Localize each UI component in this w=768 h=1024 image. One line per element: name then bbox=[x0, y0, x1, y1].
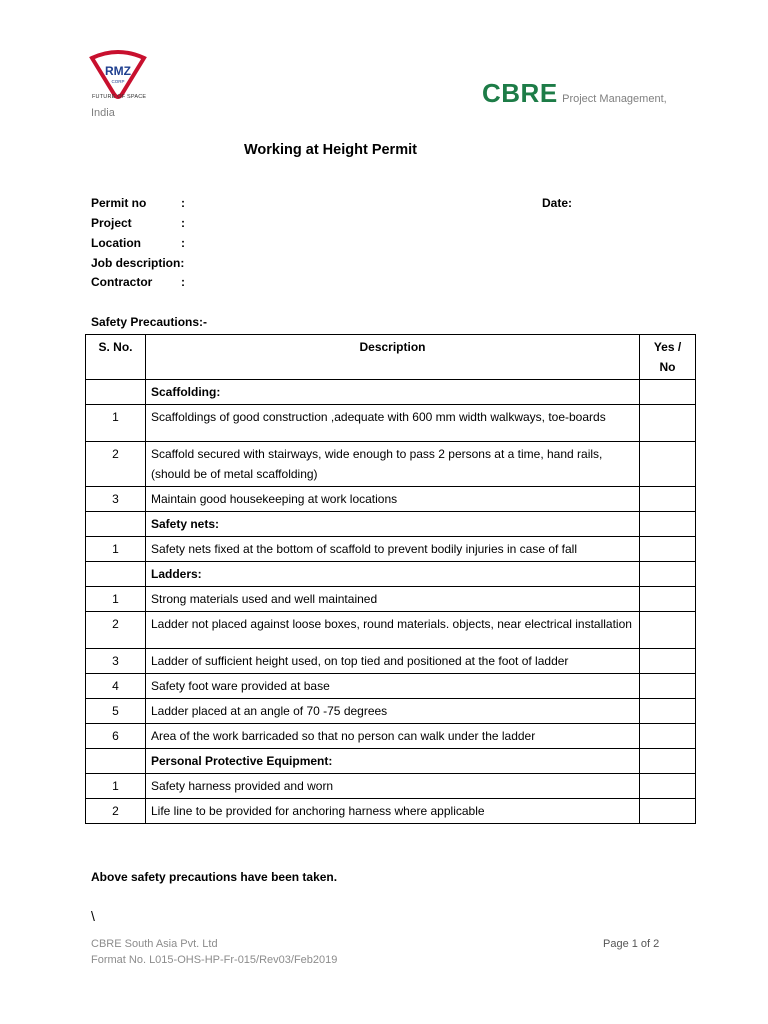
yes-no-cell[interactable] bbox=[640, 537, 696, 562]
table-row bbox=[86, 562, 696, 587]
yes-no-cell[interactable] bbox=[640, 405, 696, 442]
table-row bbox=[86, 405, 696, 442]
yes-no-cell[interactable] bbox=[640, 442, 696, 487]
rmz-tagline: FUTURE OF SPACE bbox=[92, 94, 147, 100]
contractor-label: Contractor bbox=[91, 275, 153, 289]
sno-cell bbox=[86, 512, 146, 537]
cbre-subtitle-line2: India bbox=[91, 107, 115, 119]
precautions-note: Above safety precautions have been taken. bbox=[91, 870, 338, 884]
table-row bbox=[86, 512, 696, 537]
rmz-logo-text: RMZ bbox=[105, 64, 131, 78]
safety-precautions-table bbox=[85, 334, 696, 824]
sno-cell: 2 bbox=[86, 442, 146, 487]
sno-cell: 5 bbox=[86, 699, 146, 724]
table-row bbox=[86, 699, 696, 724]
yes-no-cell[interactable] bbox=[640, 674, 696, 699]
table-row bbox=[86, 537, 696, 562]
table-row bbox=[86, 749, 696, 774]
table-row bbox=[86, 442, 696, 487]
sno-cell: 2 bbox=[86, 612, 146, 649]
description-cell: Life line to be provided for anchoring harness where applicable bbox=[146, 799, 640, 824]
stray-backslash: \ bbox=[91, 908, 95, 924]
location-label: Location bbox=[91, 236, 141, 250]
project-label: Project bbox=[91, 216, 132, 230]
yes-no-cell[interactable] bbox=[640, 774, 696, 799]
sno-cell bbox=[86, 380, 146, 405]
yes-no-header-line2: No bbox=[659, 360, 676, 374]
table-row bbox=[86, 724, 696, 749]
yes-no-header-line1: Yes / bbox=[653, 340, 682, 354]
description-cell: Safety foot ware provided at base bbox=[146, 674, 640, 699]
job-description-label: Job description: bbox=[91, 256, 185, 270]
cbre-subtitle: Project Management, bbox=[562, 93, 667, 105]
description-cell: Scaffoldings of good construction ,adequate with 600 mm width walkways, toe-boards bbox=[146, 405, 640, 442]
yes-no-cell[interactable] bbox=[640, 724, 696, 749]
sno-cell: 6 bbox=[86, 724, 146, 749]
table-row bbox=[86, 380, 696, 405]
contractor-colon: : bbox=[181, 275, 185, 289]
description-cell: Area of the work barricaded so that no person can walk under the ladder bbox=[146, 724, 640, 749]
yes-no-cell[interactable] bbox=[640, 487, 696, 512]
sno-cell: 4 bbox=[86, 674, 146, 699]
safety-precautions-heading: Safety Precautions:- bbox=[91, 315, 208, 329]
description-cell: Ladder not placed against loose boxes, round materials. objects, near electrical installation bbox=[146, 612, 640, 649]
description-cell: Maintain good housekeeping at work locations bbox=[146, 487, 640, 512]
footer-format-no: Format No. L015-OHS-HP-Fr-015/Rev03/Feb2019 bbox=[91, 954, 338, 966]
description-cell: Scaffold secured with stairways, wide enough to pass 2 persons at a time, hand rails,(should be of metal scaffolding) bbox=[146, 442, 640, 487]
description-cell: Safety nets fixed at the bottom of scaffold to prevent bodily injuries in case of fall bbox=[146, 537, 640, 562]
yes-no-cell[interactable] bbox=[640, 799, 696, 824]
permit-no-label: Permit no bbox=[91, 196, 147, 210]
cbre-header bbox=[482, 78, 667, 109]
table-row bbox=[86, 612, 696, 649]
table-row bbox=[86, 487, 696, 512]
description-cell: Personal Protective Equipment: bbox=[146, 749, 640, 774]
description-cell: Ladders: bbox=[146, 562, 640, 587]
yes-no-cell[interactable] bbox=[640, 587, 696, 612]
footer-page-number: Page 1 of 2 bbox=[603, 938, 660, 950]
yes-no-cell[interactable] bbox=[640, 380, 696, 405]
location-colon: : bbox=[181, 236, 185, 250]
project-colon: : bbox=[181, 216, 185, 230]
permit-no-colon: : bbox=[181, 196, 185, 210]
yes-no-cell[interactable] bbox=[640, 562, 696, 587]
table-row bbox=[86, 774, 696, 799]
sno-cell bbox=[86, 749, 146, 774]
date-label: Date: bbox=[542, 196, 573, 210]
sno-cell: 1 bbox=[86, 405, 146, 442]
sno-header: S. No. bbox=[86, 335, 146, 380]
description-cell: Safety nets: bbox=[146, 512, 640, 537]
table-header-row bbox=[86, 335, 696, 380]
table-row bbox=[86, 587, 696, 612]
yes-no-cell[interactable] bbox=[640, 699, 696, 724]
page-title: Working at Height Permit bbox=[244, 142, 417, 158]
footer-company: CBRE South Asia Pvt. Ltd bbox=[91, 938, 218, 950]
description-cell: Ladder placed at an angle of 70 -75 degrees bbox=[146, 699, 640, 724]
sno-cell: 1 bbox=[86, 774, 146, 799]
sno-cell: 2 bbox=[86, 799, 146, 824]
yes-no-cell[interactable] bbox=[640, 749, 696, 774]
rmz-logo-sub: CORP bbox=[111, 79, 125, 84]
sno-cell: 3 bbox=[86, 487, 146, 512]
description-cell: Strong materials used and well maintained bbox=[146, 587, 640, 612]
sno-cell: 1 bbox=[86, 537, 146, 562]
sno-cell: 3 bbox=[86, 649, 146, 674]
description-cell: Ladder of sufficient height used, on top tied and positioned at the foot of ladder bbox=[146, 649, 640, 674]
yes-no-cell[interactable] bbox=[640, 612, 696, 649]
table-row bbox=[86, 799, 696, 824]
sno-cell: 1 bbox=[86, 587, 146, 612]
cbre-logo: CBRE bbox=[482, 78, 558, 108]
yes-no-header bbox=[640, 335, 696, 380]
table-row bbox=[86, 674, 696, 699]
table-row bbox=[86, 649, 696, 674]
description-cell: Scaffolding: bbox=[146, 380, 640, 405]
description-header: Description bbox=[146, 335, 640, 380]
sno-cell bbox=[86, 562, 146, 587]
description-cell: Safety harness provided and worn bbox=[146, 774, 640, 799]
yes-no-cell[interactable] bbox=[640, 512, 696, 537]
yes-no-cell[interactable] bbox=[640, 649, 696, 674]
